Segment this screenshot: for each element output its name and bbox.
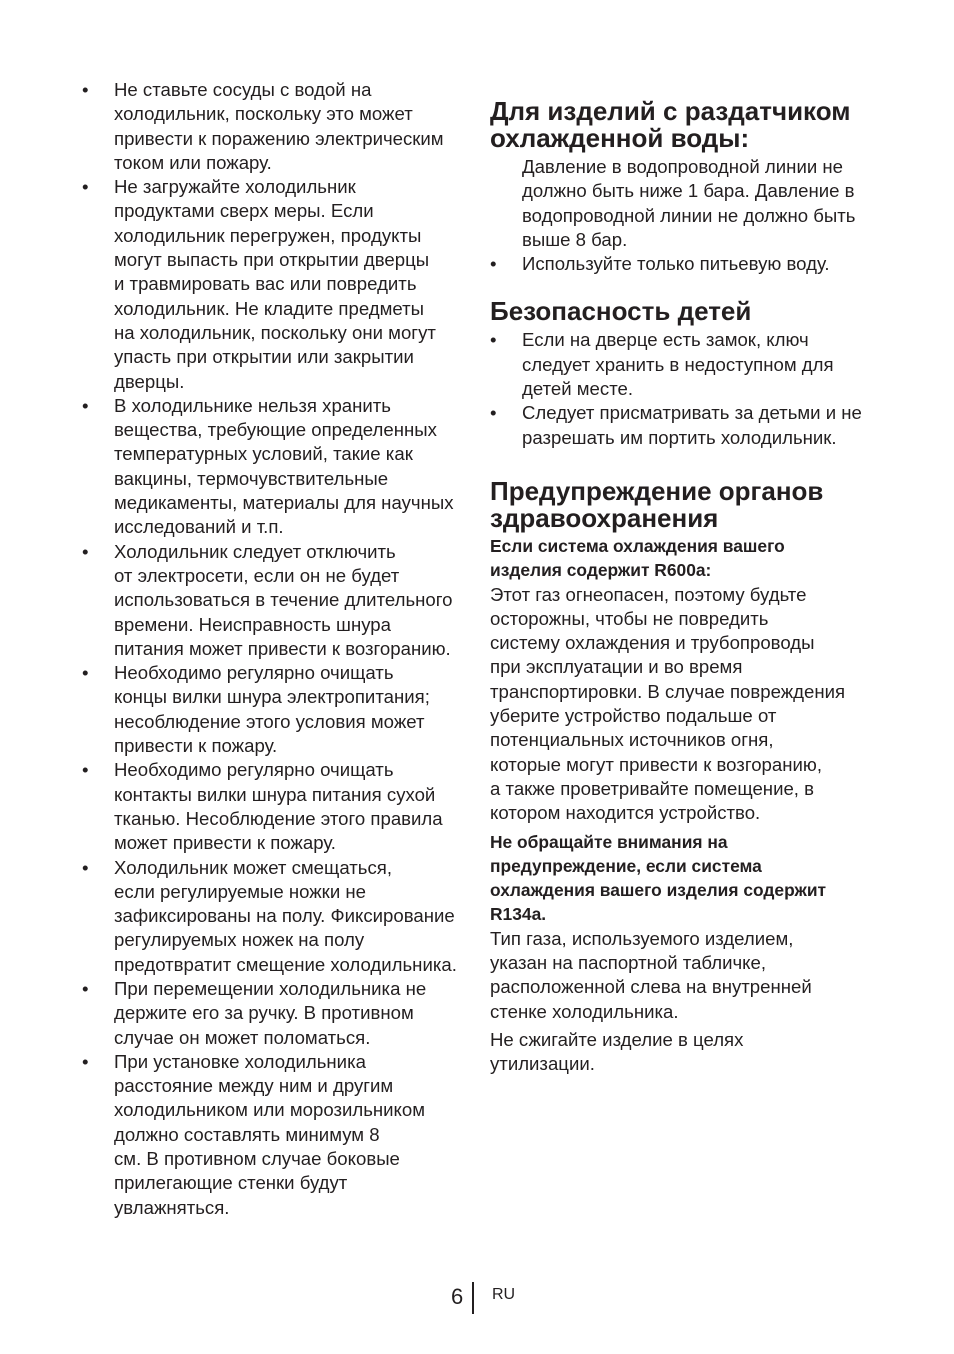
r600a-warning-title: Если система охлаждения вашего изделия содержит R600a: [490,535,785,581]
child-safety-section [490,298,880,449]
page-number: 6 [451,1284,464,1309]
list-item: • При перемещении холодильника не держите его за ручку. В противном случае он может поломаться. [82,977,467,1050]
page-footer [440,1282,540,1314]
water-bullet-list [490,252,880,276]
list-item: • Холодильник может смещаться, если регулируемые ножки не зафиксированы на полу. Фиксирование регулируемых ножек на полу предотвратит смещение холодильника. [82,856,467,977]
r600a-warning-text: Этот газ огнеопасен, поэтому будьте осторожны, чтобы не повредить систему охлаждения и трубопроводы при эксплуатации и во время транспортировки. В случае повреждения уберите устройство подальше от потенциальных источников огня, которые могут привести к возгоранию, а также проветривайте помещение, в котором находится устройство. [490,583,846,824]
left-column [82,78,467,1220]
water-dispenser-section [490,98,880,276]
list-item: • В холодильнике нельзя хранить вещества, требующие определенных температурных условий, такие как вакцины, термочувствительные медикаменты, материалы для научных исследований и т.п. [82,394,467,540]
list-item: • При установке холодильника расстояние между ним и другим холодильником или морозильником должно составлять минимум 8 см. В противном случае боковые прилегающие стенки будут увлажняться. [82,1050,467,1220]
disposal-text: Не сжигайте изделие в целях утилизации. [490,1028,744,1075]
list-item: • Не ставьте сосуды с водой на холодильник, поскольку это может привести к поражению электрическим током или пожару. [82,78,467,175]
water-pressure-text: Давление в водопроводной линии не должно быть ниже 1 бара. Давление в водопроводной линии не должно быть выше 8 бар. [522,156,856,250]
language-code: RU [492,1286,516,1303]
child-safety-bullet-list [490,328,880,449]
list-item: • Холодильник следует отключить от электросети, если он не будет использоваться в течение длительного времени. Неисправность шнура питания может привести к возгоранию. [82,540,467,661]
list-item: • Используйте только питьевую воду. [490,252,880,276]
safety-bullet-list [82,78,467,1220]
list-item: • Следует присматривать за детьми и не разрешать им портить холодильник. [490,401,880,450]
list-item: • Необходимо регулярно очищать концы вилки шнура электропитания; несоблюдение этого условия может привести к пожару. [82,661,467,758]
list-item: • Не загружайте холодильник продуктами сверх меры. Если холодильник перегружен, продукты могут выпасть при открытии дверцы и травмировать вас или повредить холодильник. Не кладите предметы на холодильник, поскольку они могут упасть при открытии или закрытии дверцы. [82,175,467,394]
child-safety-heading: Безопасность детей [490,296,752,327]
list-item: • Необходимо регулярно очищать контакты вилки шнура питания сухой тканью. Несоблюдение этого правила может привести к пожару. [82,758,467,855]
r134a-warning-title: Не обращайте внимания на предупреждение, если система охлаждения вашего изделия содержит R134a. [490,831,827,925]
footer-divider [472,1282,474,1314]
health-warning-heading: Предупреждение органов здравоохранения [490,475,824,533]
health-warning-section [490,475,880,1077]
gas-type-text: Тип газа, используемого изделием, указан на паспортной табличке, расположенной слева на внутренней стенке холодильника. [490,927,812,1022]
list-item: • Если на дверце есть замок, ключ следует хранить в недоступном для детей месте. [490,328,880,401]
right-column [490,98,880,1077]
water-dispenser-heading: Для изделий с раздатчиком охлажденной воды: [490,96,851,153]
